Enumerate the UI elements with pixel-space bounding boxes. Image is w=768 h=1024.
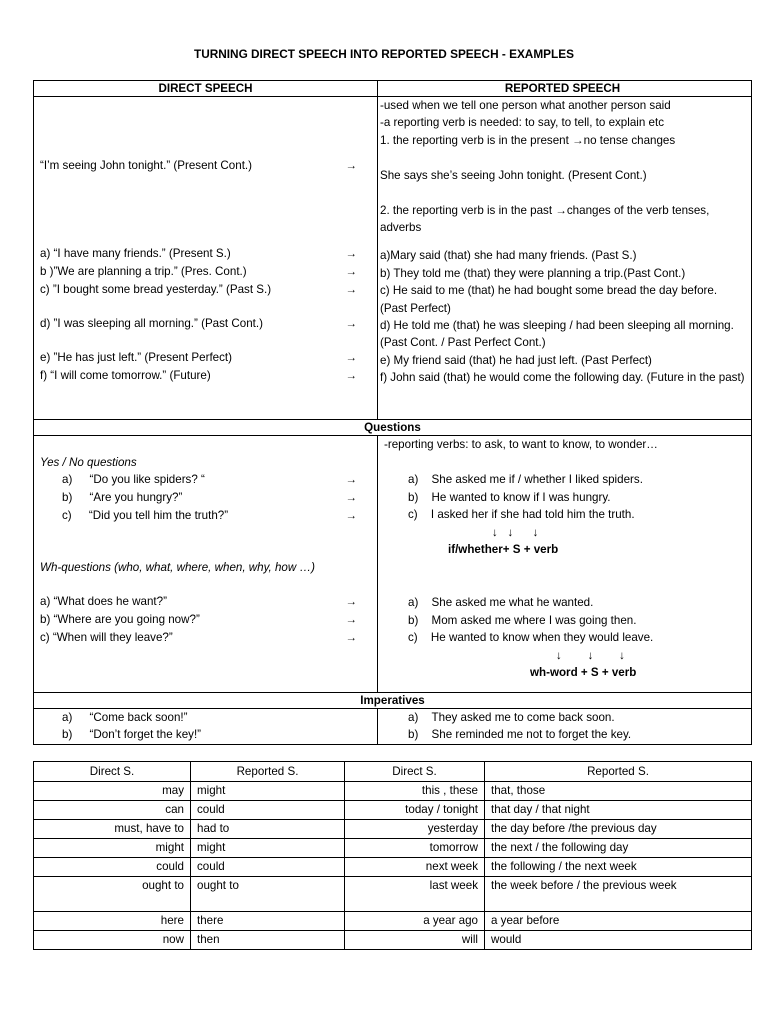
wh-reported: She asked me what he wanted.: [431, 596, 594, 610]
question-direct: “Are you hungry?”: [89, 491, 183, 505]
question-label: b): [408, 490, 419, 504]
direct-verb: must, have to: [34, 820, 191, 839]
arrow-icon: →: [345, 317, 357, 330]
table-row: [34, 801, 752, 820]
direct-time-place: a year ago: [345, 912, 485, 931]
intro-line: -used when we tell one person what another person said: [380, 99, 671, 112]
arrow-icon: →: [345, 247, 357, 260]
reported-time-place: the next / the following day: [485, 839, 752, 858]
statement-direct: f) “I will come tomorrow.” (Future): [40, 369, 211, 382]
down-arrow-icon: ↓ ↓ ↓: [492, 525, 539, 539]
reported-verb: might: [191, 782, 345, 801]
table-row: [34, 858, 752, 877]
direct-time-place: yesterday: [345, 820, 485, 839]
statement-direct: d) ”I was sleeping all morning.” (Past Cont.): [40, 317, 263, 330]
wh-direct: a) “What does he want?”: [40, 594, 167, 608]
direct-reported-table: [33, 80, 752, 745]
direct-time-place: will: [345, 931, 485, 950]
imperatives-direct-cell: [34, 709, 378, 745]
wh-direct: c) “When will they leave?”: [40, 630, 173, 644]
col-header: Reported S.: [191, 762, 345, 782]
question-direct: “Did you tell him the truth?”: [88, 509, 229, 523]
direct-time-place: tomorrow: [345, 839, 485, 858]
imperative-reported: She reminded me not to forget the key.: [431, 728, 632, 742]
question-label: c): [408, 631, 418, 645]
formula-wh-word: wh-word + S + verb: [530, 665, 637, 679]
table-row: [34, 782, 752, 801]
statements-reported-cell: [378, 97, 752, 420]
table-row: [34, 839, 752, 858]
arrow-icon: →: [345, 594, 357, 608]
reported-verb: then: [191, 931, 345, 950]
question-direct: “Do you like spiders? “: [89, 473, 205, 487]
reported-verb: could: [191, 858, 345, 877]
reported-verb: there: [191, 912, 345, 931]
reported-verb: had to: [191, 820, 345, 839]
direct-time-place: today / tonight: [345, 801, 485, 820]
imperative-label: b): [62, 728, 73, 742]
direct-verb: might: [34, 839, 191, 858]
direct-time-place: next week: [345, 858, 485, 877]
statement-direct: b )”We are planning a trip.” (Pres. Cont.): [40, 265, 247, 278]
header-reported-speech: REPORTED SPEECH: [378, 81, 752, 97]
arrow-icon: →: [345, 159, 357, 172]
statement-direct: c) ”I bought some bread yesterday.” (Past S.): [40, 283, 272, 296]
reported-time-place: that day / that night: [485, 801, 752, 820]
direct-time-place: last week: [345, 877, 485, 912]
arrow-icon: →: [345, 491, 357, 505]
statements-direct-cell: [34, 97, 378, 420]
reported-verb: could: [191, 801, 345, 820]
reported-time-place: would: [485, 931, 752, 950]
reported-time-place: a year before: [485, 912, 752, 931]
arrow-icon: →: [345, 612, 357, 626]
wh-reported: Mom asked me where I was going then.: [431, 613, 637, 627]
direct-verb: can: [34, 801, 191, 820]
imperative-reported: They asked me to come back soon.: [431, 711, 615, 724]
imperative-label: a): [408, 711, 419, 724]
statement-reported: f) John said (that) he would come the following day. (Future in the past): [380, 371, 745, 385]
statement-reported: d) He told me (that) he was sleeping / had been sleeping all morning. (Past Cont. / Past Perfect Cont.): [380, 318, 734, 350]
wh-title: Wh-questions (who, what, where, when, why, how …): [40, 561, 315, 575]
table-row: [34, 820, 752, 839]
arrow-icon: →: [345, 351, 357, 364]
reporting-verbs: -reporting verbs: to ask, to want to know, to wonder…: [384, 438, 658, 451]
question-label: a): [408, 473, 419, 487]
header-direct-speech: DIRECT SPEECH: [34, 81, 378, 97]
direct-time-place: this , these: [345, 782, 485, 801]
question-label: b): [408, 613, 419, 627]
intro-line: -a reporting verb is needed: to say, to tell, to explain etc: [380, 116, 664, 130]
arrow-icon: →: [345, 630, 357, 644]
yes-no-title: Yes / No questions: [40, 456, 137, 469]
reported-verb: might: [191, 839, 345, 858]
past-heading: 2. the reporting verb is in the past →changes of the verb tenses, adverbs: [380, 203, 710, 234]
intro-line: 1. the reporting verb is in the present →no tense changes: [380, 133, 676, 147]
direct-verb: now: [34, 931, 191, 950]
arrow-icon: →: [345, 265, 357, 278]
page-title: TURNING DIRECT SPEECH INTO REPORTED SPEECH - EXAMPLES: [194, 47, 574, 61]
imperative-label: b): [408, 728, 419, 742]
statement-reported: c) He said to me (that) he had bought some bread the day before. (Past Perfect): [380, 284, 718, 315]
statement-reported: b) They told me (that) they were planning a trip.(Past Cont.): [380, 266, 686, 280]
arrow-icon: →: [345, 509, 357, 523]
col-header: Direct S.: [345, 762, 485, 782]
question-reported: I asked her if she had told him the truth.: [430, 508, 635, 522]
arrow-icon: →: [345, 473, 357, 487]
imperatives-heading: Imperatives: [34, 693, 752, 709]
imperative-label: a): [62, 711, 73, 724]
table-row: [34, 877, 752, 912]
wh-direct: b) “Where are you going now?”: [40, 612, 200, 626]
present-direct: “I’m seeing John tonight.” (Present Cont.): [40, 159, 253, 172]
imperatives-reported-cell: [378, 709, 752, 745]
statement-reported: e) My friend said (that) he had just left. (Past Perfect): [380, 353, 652, 367]
question-reported: She asked me if / whether I liked spiders.: [431, 473, 643, 487]
statement-reported: a)Mary said (that) she had many friends. (Past S.): [380, 249, 637, 263]
direct-verb: here: [34, 912, 191, 931]
question-label: b): [62, 491, 73, 505]
word-change-table: [33, 761, 752, 950]
questions-direct-cell: [34, 436, 378, 693]
arrow-icon: →: [345, 283, 357, 296]
reported-time-place: that, those: [485, 782, 752, 801]
reported-time-place: the following / the next week: [485, 858, 752, 877]
question-label: a): [408, 596, 419, 610]
questions-reported-cell: [378, 436, 752, 693]
table-row: [34, 931, 752, 950]
table-row: [34, 912, 752, 931]
direct-verb: could: [34, 858, 191, 877]
reported-time-place: the week before / the previous week: [485, 877, 752, 912]
statement-direct: e) ”He has just left.” (Present Perfect): [40, 351, 233, 364]
arrow-icon: →: [345, 369, 357, 382]
question-label: c): [408, 508, 418, 522]
statement-direct: a) “I have many friends.” (Present S.): [40, 247, 231, 260]
down-arrow-icon: ↓ ↓ ↓: [556, 648, 625, 662]
present-reported: She says she’s seeing John tonight. (Present Cont.): [380, 169, 647, 183]
col-header: Direct S.: [34, 762, 191, 782]
wh-reported: He wanted to know when they would leave.: [430, 631, 654, 645]
questions-heading: Questions: [34, 420, 752, 436]
reported-time-place: the day before /the previous day: [485, 820, 752, 839]
formula-if-whether: if/whether+ S + verb: [448, 542, 559, 556]
imperative-direct: “Don’t forget the key!”: [89, 728, 202, 742]
direct-verb: ought to: [34, 877, 191, 912]
question-label: a): [62, 473, 73, 487]
reported-verb: ought to: [191, 877, 345, 912]
question-reported: He wanted to know if I was hungry.: [431, 490, 611, 504]
imperative-direct: “Come back soon!”: [89, 711, 188, 724]
col-header: Reported S.: [485, 762, 752, 782]
question-label: c): [62, 509, 72, 523]
direct-verb: may: [34, 782, 191, 801]
